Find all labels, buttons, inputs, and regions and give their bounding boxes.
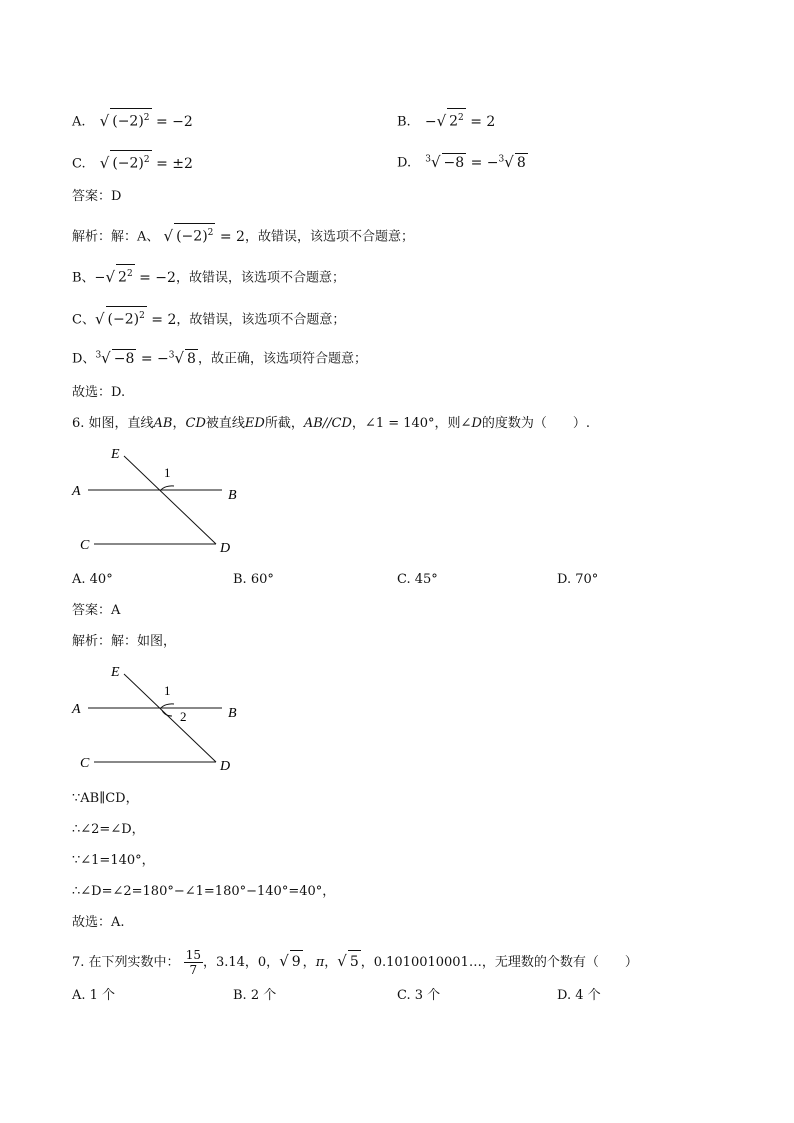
label-b: B — [228, 706, 237, 721]
option-rhs: = 2 — [470, 113, 496, 130]
q6-option-b: B. 60° — [233, 572, 274, 587]
q6-option-d: D. 70° — [557, 572, 599, 587]
q5-analysis-b: B、−√ $2^2 = -2$，故错误，该选项不合题意； — [72, 264, 345, 288]
label-c: C — [80, 756, 90, 771]
radicand: $(-2)^2$ — [110, 108, 151, 131]
label-d: D — [220, 541, 231, 556]
fraction: $\frac{15}{7}$ — [185, 948, 201, 977]
option-rhs: = ±2 — [156, 155, 193, 172]
option-rhs: = −2 — [155, 113, 193, 130]
q6-stem: 6. 如图，直线AB，CD被直线ED所截，AB//CD，∠1 = 140°，则∠D的度数为（ ）. — [72, 416, 591, 431]
q5-analysis-c: C、√ $(-2)^2 = 2$，故错误，该选项不合题意； — [72, 306, 345, 330]
label-a: A — [72, 484, 81, 499]
q5-analysis-d: D、$^3$√ −8 = −$^3$√ 8 ，故正确，该选项符合题意； — [72, 348, 367, 367]
label-e: E — [111, 447, 120, 462]
label-1: 1 — [164, 683, 171, 698]
q5-option-d: D. $^3$√ −8 = −$^3$√ 8 — [397, 152, 526, 171]
q6-option-a: A. 40° — [72, 572, 113, 587]
q7-option-c: C. 3 个 — [397, 988, 441, 1003]
q6-step: ∴∠D=∠2=180°−∠1=180°−140°=40°， — [72, 884, 336, 899]
label-1: 1 — [164, 465, 171, 480]
option-label: B. — [397, 114, 411, 130]
label-2: 2 — [180, 709, 187, 724]
label-d: D — [220, 759, 231, 774]
label-b: B — [228, 488, 237, 503]
q6-step: 故选：A. — [72, 915, 125, 930]
q7-option-a: A. 1 个 — [72, 988, 116, 1003]
q6-analysis-figure — [66, 660, 246, 775]
q7-option-d: D. 4 个 — [557, 988, 601, 1003]
option-label: C. — [72, 156, 86, 172]
q5-option-c: C. √ $(-2)^2 = \pm 2$ — [72, 150, 193, 174]
q5-option-b: B. −√ $2^2 = 2$ — [397, 108, 495, 132]
q5-choice: 故选：D. — [72, 385, 126, 400]
radicand: $(-2)^2$ — [110, 150, 151, 173]
label-a: A — [72, 702, 81, 717]
q6-analysis-intro: 解析：解：如图， — [72, 634, 177, 649]
q6-figure — [66, 442, 246, 557]
q6-step: ∵AB∥CD， — [72, 791, 139, 806]
q6-step: ∴∠2=∠D， — [72, 822, 145, 837]
q7-stem: 7. 在下列实数中： $\frac{15}{7}$ ，3.14，0，√ 9 ，π，√ 5 ，0.1010010001…，无理数的个数有（ ） — [72, 948, 638, 977]
q6-option-c: C. 45° — [397, 572, 438, 587]
angle-1-arc — [161, 486, 174, 490]
angle-1-arc — [161, 704, 174, 708]
label-c: C — [80, 538, 90, 553]
q5-option-a: A. √ $(-2)^2 = -2$ — [72, 108, 193, 132]
q5-analysis-a: 解析：解：A、 √ $(-2)^2 = 2$，故错误，该选项不合题意； — [72, 223, 414, 247]
q6-step: ∵∠1=140°， — [72, 853, 155, 868]
q7-option-b: B. 2 个 — [233, 988, 277, 1003]
q5-answer: 答案：D — [72, 189, 122, 204]
label-e: E — [111, 665, 120, 680]
option-label: D. — [397, 155, 412, 171]
q6-answer: 答案：A — [72, 603, 121, 618]
option-label: A. — [72, 114, 86, 130]
angle-2-arc — [162, 710, 172, 716]
radicand: $2^2$ — [447, 108, 466, 131]
